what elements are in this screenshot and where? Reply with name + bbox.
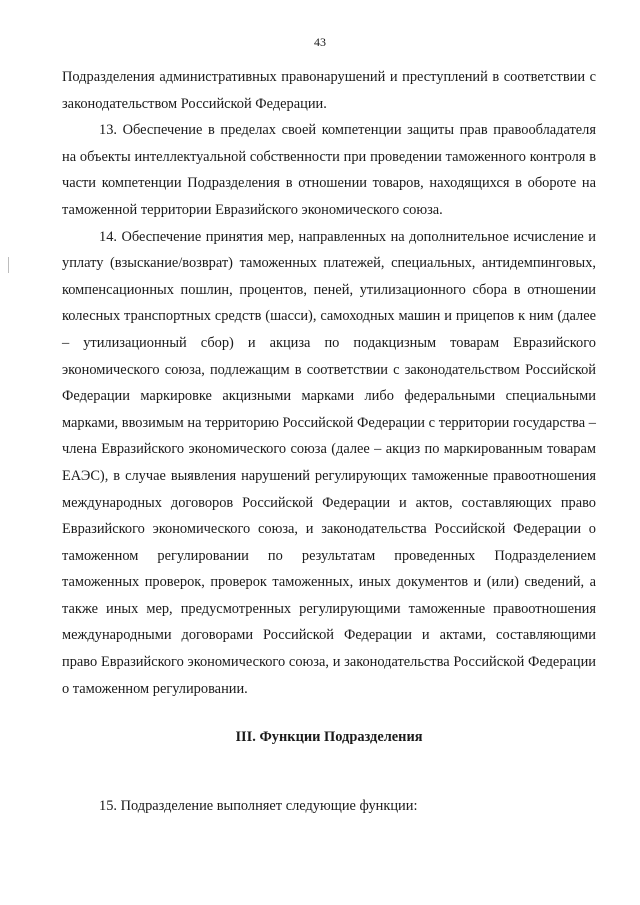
paragraph-15: 15. Подразделение выполняет следующие функции:: [99, 797, 418, 814]
paragraph-13: 13. Обеспечение в пределах своей компетенции защиты прав правообладателя на объекты интеллектуальной собственности при проведении таможенного контроля в части компетенции Подразделения в отношении товаров, находящихся в обороте на таможенной территории Евразийского экономического союза.: [62, 122, 596, 218]
paragraph-14: 14. Обеспечение принятия мер, направленных на дополнительное исчисление и уплату (взыскание/возврат) таможенных платежей, специальных, антидемпинговых, компенсационных пошлин, процентов, пеней, утилизационного сбора в отношении колесных транспортных средств (шасси), самоходных машин и прицепов к ним (далее – утилизационный сбор) и акциза по подакцизным товарам Евразийского экономического союза, подлежащим в соответствии с законодательством Российской Федерации маркировке акцизными марками либо федеральными специальными марками, ввозимым на территорию Российской Федерации с территории государства – члена Евразийского экономического союза (далее – акциз по маркированным товарам ЕАЭС), в случае выявления нарушений регулирующих таможенные правоотношения международных договоров Российской Федерации и актов, составляющих право Евразийского экономического союза, и законодательства Российской Федерации о таможенном регулировании по результатам проведенных Подразделением таможенных проверок, проверок таможенных, иных документов и (или) сведений, а также иных мер, предусмотренных регулирующими таможенные правоотношения международными договорами Российской Федерации и актами, составляющими право Евразийского экономического союза, и законодательства Российской Федерации о таможенном регулировании.: [62, 228, 596, 697]
document-body: [62, 64, 596, 819]
section-heading: III. Функции Подразделения: [235, 729, 423, 746]
page-number: 43: [314, 35, 326, 49]
paragraph-continuation: Подразделения административных правонарушений и преступлений в соответствии с законодательством Российской Федерации.: [62, 69, 596, 112]
scan-margin-mark: [8, 257, 9, 273]
